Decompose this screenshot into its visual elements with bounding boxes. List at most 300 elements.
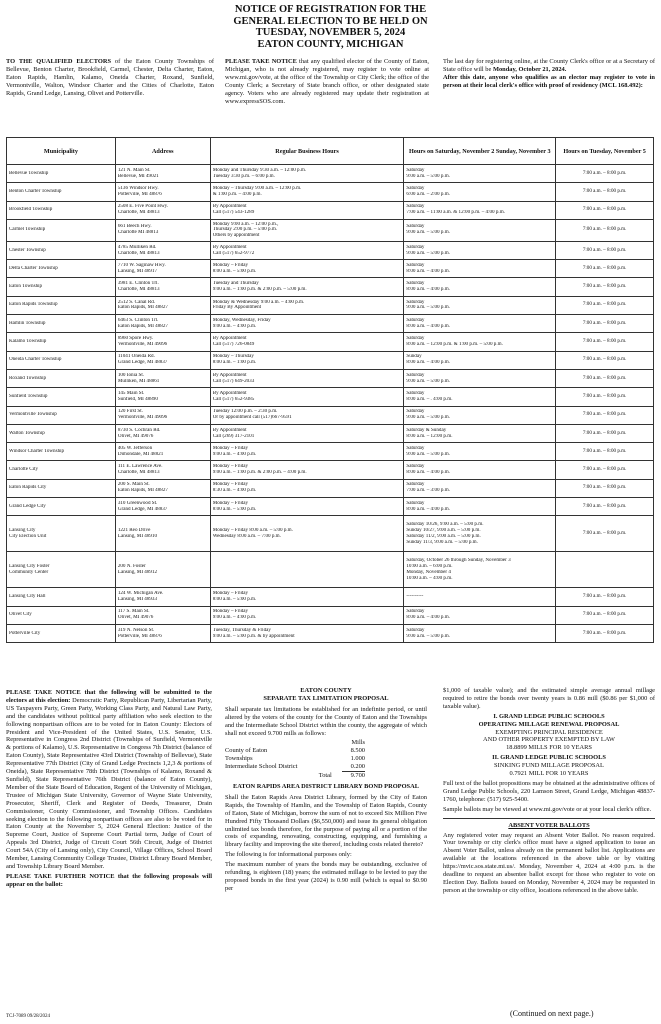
election-day-hours-cell: 7:00 a.m. – 8:00 p.m.: [556, 588, 654, 606]
business-hours-line: Monday – Thursday 9:00 a.m. – 12:00 p.m.: [212, 186, 302, 192]
tax-proposal-heading-1: EATON COUNTY: [300, 687, 352, 694]
weekend-hours-line: 8:00 a.m. – 4:00 p.m.: [406, 615, 450, 621]
table-row: [7, 498, 654, 516]
weekend-hours-cell: [404, 219, 556, 241]
municipality-line: Grand Ledge City: [9, 503, 46, 509]
business-hours-line: 8:00 a.m. – 5:00 p.m.: [212, 506, 257, 512]
address-line: 661 Beech Hwy.: [117, 224, 152, 230]
business-hours-line: By Appointment: [212, 372, 247, 378]
business-hours-line: 9:00 a.m. – 4:00 p.m.: [212, 323, 257, 329]
municipality-cell: [7, 479, 116, 497]
election-day-hours-cell: 7:00 a.m. – 8:00 p.m.: [556, 351, 654, 369]
address-line: Olivet, MI 49076: [117, 433, 154, 439]
address-line: Charlotte, MI 48813: [117, 250, 160, 256]
business-hours-cell: [210, 406, 404, 424]
election-day-hours-cell: 7:00 a.m. – 8:00 p.m.: [556, 443, 654, 461]
table-row: [7, 424, 654, 442]
business-hours-line: Tuesday, Thursday & Friday: [212, 627, 271, 633]
table-row: [7, 369, 654, 387]
header-line-4: EATON COUNTY, MICHIGAN: [257, 38, 404, 50]
business-hours-cell: [210, 351, 404, 369]
intro-in-person: After this date, anyone who qualifies as an elector may register to vote in person at their local clerk's office with proof of residency (MCL 168.492):: [443, 73, 655, 89]
weekend-hours-line: Saturday: [406, 317, 425, 323]
business-hours-line: Others by appointment: [212, 233, 260, 239]
table-row: [7, 406, 654, 424]
weekend-hours-line: 9:00 a.m. – 5:00 p.m.: [406, 250, 450, 256]
table-row: [7, 315, 654, 333]
header-line-1: NOTICE OF REGISTRATION FOR THE: [234, 4, 427, 15]
business-hours-cell: [210, 369, 404, 387]
municipality-cell: [7, 552, 116, 588]
weekend-hours-line: 8:00 a.m. – 4:00 p.m.: [406, 506, 450, 512]
absent-voter-text: Any registered voter may request an Absent Voter Ballot. No reason required. Your township or city clerk's office must have a signed application to issue an Absent Voter Ballot, unless already on the permanent ballot list. Applications are available at the locations referenced in the above table or by visiting https://mvic.sos.state.mi.us/. Monday, November 4, 2024 at 4:00 p.m. is the deadline to request an absentee ballot except for those who register to vote on Election Day. Ballots issued on Monday, November 4, 2024 may be requested in person at the township or city office, locations referenced in the above table.: [443, 831, 655, 894]
weekend-hours-line: Saturday: [406, 464, 425, 470]
business-hours-line: Monday – Friday 8:00 a.m. – 5:00 p.m.: [212, 527, 293, 533]
library-bond-text: Shall the Eaton Rapids Area District Library, formed by the City of Eaton Rapids, the Township of Hamlin, and the Township of Eaton Rapids, County of Eaton, State of Michigan, borrow the sum of not to exceed Six Million Five Hundred Fifty Thousand Dollars ($6,550,000) and issue its general obligation unlimited tax bonds therefore, for the purpose of paying all or a portion of the costs of expanding, renovating, constructing, equipping, and furnishing a library facility and improving the site thereof, including costs related thereto?: [225, 793, 427, 849]
address-line: 8730 S. Cochran Rd.: [117, 427, 161, 433]
bottom-col-3: [443, 687, 655, 897]
address-line: Lansing, MI 48933: [117, 596, 158, 602]
header-address: Address: [115, 138, 210, 165]
address-line: Bellevue, MI 49021: [117, 173, 159, 179]
address-line: 8960 Spore Hwy.: [117, 336, 154, 342]
weekend-hours-cell: [404, 183, 556, 201]
municipality-cell: [7, 296, 116, 314]
municipality-cell: [7, 183, 116, 201]
mills-row: County of Eaton 8.500: [225, 747, 365, 755]
address-line: Vermontville, MI 49096: [117, 342, 168, 348]
weekend-hours-line: ----------: [406, 594, 424, 600]
business-hours-cell: [210, 260, 404, 278]
election-day-hours-cell: 7:00 a.m. – 8:00 p.m.: [556, 479, 654, 497]
municipality-cell: [7, 498, 116, 516]
election-day-hours-cell: 7:00 a.m. – 8:00 p.m.: [556, 388, 654, 406]
address-line: 117 S. Main St.: [117, 609, 150, 615]
address-cell: [115, 443, 210, 461]
address-cell: [115, 183, 210, 201]
table-row: [7, 241, 654, 259]
election-day-hours-cell: 7:00 a.m. – 8:00 p.m.: [556, 516, 654, 552]
election-day-hours-cell: 7:00 a.m. – 8:00 p.m.: [556, 369, 654, 387]
table-row: [7, 588, 654, 606]
header-line-3: TUESDAY, NOVEMBER 5, 2024: [255, 27, 406, 38]
business-hours-line: By Appointment: [212, 244, 247, 250]
weekend-hours-line: 9:00 a.m. – 5:00 p.m.: [406, 633, 450, 639]
weekend-hours-cell: [404, 406, 556, 424]
business-hours-line: Call (517) 649-2033: [212, 378, 255, 384]
gl-operating-exempt-1: EXEMPTING PRINCIPAL RESIDENCE: [495, 728, 603, 736]
address-line: Mulliken, MI 48861: [117, 378, 160, 384]
weekend-hours-cell: [404, 461, 556, 479]
business-hours-line: Monday – Friday: [212, 482, 249, 488]
intro-electors-text: of the Eaton County Townships of Bellevue, Benton Charter, Brookfield, Carmel, Chester, Delta Charter, Eaton, Eaton Rapids, Hamlin, Kalamo, Oneida Charter, Roxand, Sunfield, Vermontville, Walton, Windsor Charter and the Cities of Charlotte, Eaton Rapids, Grand Ledge, Lansing, Olivet and Potterville.: [6, 58, 214, 97]
table-row: [7, 183, 654, 201]
weekend-hours-cell: [404, 333, 556, 351]
address-cell: [115, 406, 210, 424]
address-line: 319 N. Nelson St.: [117, 627, 155, 633]
address-cell: [115, 296, 210, 314]
weekend-hours-line: 9:00 a.m. – 5:00 p.m.: [406, 415, 450, 421]
municipality-line: Vermontville Township: [9, 412, 57, 418]
business-hours-cell: [210, 388, 404, 406]
address-cell: [115, 624, 210, 642]
weekend-hours-line: 8:00 a.m. – 12:00 p.m. & 1:00 p.m. – 5:00 p.m.: [406, 342, 503, 348]
address-cell: [115, 315, 210, 333]
municipality-cell: [7, 369, 116, 387]
weekend-hours-cell: [404, 624, 556, 642]
address-line: Charlotte, MI 48813: [117, 287, 160, 293]
weekend-hours-line: Saturday, October 26 through Sunday, November 3: [406, 558, 511, 564]
table-header-row: [7, 138, 654, 165]
municipality-line: Community Center: [9, 569, 49, 575]
intro-deadline-text: The last day for registering online, at the County Clerk's office or at a Secretary of State office will be: [443, 58, 655, 73]
municipality-cell: [7, 351, 116, 369]
address-line: Sunfield, MI 48890: [117, 396, 158, 402]
business-hours-line: Monday – Friday: [212, 464, 249, 470]
table-row: [7, 606, 654, 624]
address-line: 2508 E. Five Point Hwy.: [117, 204, 169, 210]
table-row: [7, 479, 654, 497]
business-hours-cell: [210, 552, 404, 588]
intro-col-3: [443, 58, 655, 90]
business-hours-line: Or by appointment call (517)667-9591: [212, 415, 292, 421]
table-row: [7, 516, 654, 552]
business-hours-line: & 1:00 p.m. – 4:00 p.m.: [212, 191, 262, 197]
business-hours-line: By Appointment: [212, 391, 247, 396]
municipality-cell: [7, 443, 116, 461]
business-hours-cell: [210, 424, 404, 442]
table-row: [7, 388, 654, 406]
address-cell: [115, 260, 210, 278]
weekend-hours-cell: [404, 296, 556, 314]
weekend-hours-line: Saturday 10/26, 9:00 a.m. – 5:00 p.m.: [406, 522, 484, 528]
address-cell: [115, 278, 210, 296]
intro-notice-text: that any qualified elector of the County of Eaton, Michigan, who is not already registered, may register to vote online at www.mi.gov/vote, at the office of the Township or City Clerk; the office of the County Clerk; a Secretary of State branch office, or other designated state agency. Voters who are already registered may update their registration at www.expressSOS.com.: [225, 58, 429, 105]
gl-sinking-subheading: SINKING FUND MILLAGE PROPOSAL: [494, 762, 604, 770]
gl-operating-exempt-2: AND OTHER PROPERTY EXEMPTED BY LAW: [483, 736, 615, 744]
tax-proposal-text: Shall separate tax limitations be established for an indefinite period, or until altered by the voters of the county for the County of Eaton and the Townships and the Intermediate School District within the county, the aggregate of which shall not exceed 9.700 mills as follows:: [225, 705, 427, 737]
business-hours-line: Call (517) 652-9385: [212, 396, 255, 402]
weekend-hours-line: Sunday 10/27, 9:00 a.m. – 5:00 p.m.: [406, 527, 481, 533]
mills-header: Mills: [351, 739, 365, 747]
address-cell: [115, 388, 210, 406]
header-business-hours: Regular Business Hours: [210, 138, 404, 165]
municipality-cell: [7, 165, 116, 183]
weekend-hours-cell: [404, 388, 556, 406]
address-line: 111 E. Lawrence Ave.: [117, 464, 163, 470]
address-line: Potterville, MI 48876: [117, 191, 162, 197]
address-line: 5136 Windsor Hwy.: [117, 186, 159, 192]
municipality-line: Kalamo Township: [9, 339, 47, 345]
weekend-hours-cell: [404, 588, 556, 606]
intro-col-2: [225, 58, 429, 105]
address-cell: [115, 219, 210, 241]
business-hours-cell: [210, 624, 404, 642]
election-day-hours-cell: 7:00 a.m. – 8:00 p.m.: [556, 606, 654, 624]
municipality-line: Lansing City: [9, 527, 36, 533]
mills-row: Townships 1.000: [225, 755, 365, 763]
business-hours-cell: [210, 479, 404, 497]
table-row: [7, 443, 654, 461]
election-day-hours-cell: 7:00 a.m. – 8:00 p.m.: [556, 498, 654, 516]
weekend-hours-line: Monday, November 4: [406, 569, 451, 575]
election-day-hours-cell: [556, 552, 654, 588]
business-hours-line: Friday By Appointment: [212, 305, 262, 311]
business-hours-cell: [210, 165, 404, 183]
gl-sinking-heading: II. GRAND LEDGE PUBLIC SCHOOLS: [492, 754, 606, 762]
header-line-2: GENERAL ELECTION TO BE HELD ON: [233, 15, 428, 27]
tax-proposal-heading-2: SEPARATE TAX LIMITATION PROPOSAL: [263, 694, 389, 702]
business-hours-cell: [210, 606, 404, 624]
election-day-hours-cell: 7:00 a.m. – 8:00 p.m.: [556, 296, 654, 314]
weekend-hours-line: 10:00 a.m. – 6:00 p.m.: [406, 563, 453, 569]
gl-operating-subheading: OPERATING MILLAGE RENEWAL PROPOSAL: [478, 720, 620, 728]
address-line: Vermontville, MI 49096: [117, 415, 168, 421]
weekend-hours-line: 10:00 a.m. – 4:00 p.m.: [406, 575, 453, 581]
weekend-hours-cell: [404, 443, 556, 461]
table-row: [7, 260, 654, 278]
municipality-cell: [7, 424, 116, 442]
weekend-hours-line: 9:00 a.m. – 5:00 p.m.: [406, 305, 450, 311]
address-line: Olivet, MI 49076: [117, 615, 154, 621]
gl-sinking-mills: 0.7921 MILL FOR 10 YEARS: [509, 770, 589, 778]
weekend-hours-line: Saturday: [406, 445, 425, 451]
business-hours-line: Tuesday and Thursday: [212, 281, 259, 287]
municipality-line: Olivet City: [9, 612, 32, 618]
weekend-hours-cell: [404, 606, 556, 624]
weekend-hours-line: 9:00 a.m. – 5:00 p.m.: [406, 451, 450, 457]
municipality-cell: [7, 624, 116, 642]
municipality-cell: [7, 260, 116, 278]
weekend-hours-line: 8:00 a.m. – 4:00 p.m.: [406, 268, 450, 274]
business-hours-line: Thursday 2:00 p.m. – 5:00 p.m.: [212, 227, 278, 233]
business-hours-cell: [210, 588, 404, 606]
intro-deadline-date: Monday, October 21, 2024.: [492, 65, 567, 73]
address-line: Lansing, MI 48912: [117, 569, 158, 575]
business-hours-line: 9:00 a.m. – 1:00 p.m. & 2:00 p.m. – 5:00 p.m.: [212, 287, 307, 293]
weekend-hours-line: Saturday: [406, 391, 425, 396]
table-row: [7, 278, 654, 296]
election-day-hours-cell: 7:00 a.m. – 8:00 p.m.: [556, 278, 654, 296]
municipality-line: Eaton Rapids Township: [9, 302, 58, 308]
municipality-cell: [7, 333, 116, 351]
address-cell: [115, 424, 210, 442]
address-line: 100 Ionia St.: [117, 372, 145, 378]
full-text-info: Full text of the ballot propositions may be obtained at the administrative offices of Grand Ledge Public Schools, 220 Lamson Street, Grand Ledge, Michigan 48837-1760, telephone: (517) 925-5400.: [443, 779, 655, 803]
intro-electors-bold: TO THE QUALIFIED ELECTORS: [6, 58, 112, 65]
weekend-hours-line: Saturday: [406, 372, 425, 378]
address-line: 121 N. Main St.: [117, 167, 151, 173]
address-line: 1221 Reo Drive: [117, 527, 151, 533]
weekend-hours-line: Saturday: [406, 262, 425, 268]
address-line: 2512 S. Canal Rd.: [117, 299, 156, 305]
municipality-line: Hamlin Township: [9, 320, 46, 326]
table-row: [7, 296, 654, 314]
library-bond-heading: EATON RAPIDS AREA DISTRICT LIBRARY BOND PROPOSAL: [233, 782, 419, 790]
business-hours-cell: [210, 443, 404, 461]
municipality-line: Chester Township: [9, 247, 46, 253]
business-hours-line: 9:00 a.m. – 1:00 p.m. & 2:00 p.m. – 4:00 p.m.: [212, 470, 307, 476]
business-hours-cell: [210, 241, 404, 259]
business-hours-line: 9:00 a.m. – 4:00 p.m.: [212, 451, 257, 457]
municipality-line: Oneida Charter Township: [9, 357, 62, 363]
weekend-hours-line: Saturday: [406, 244, 425, 250]
table-row: [7, 624, 654, 642]
weekend-hours-line: 9:00 a.m. – 5:00 p.m.: [406, 230, 450, 236]
municipality-line: Roxand Township: [9, 375, 47, 381]
weekend-hours-line: Saturday: [406, 299, 425, 305]
weekend-hours-line: Saturday: [406, 500, 425, 506]
business-hours-line: 8:30 a.m. – 4:00 p.m.: [212, 488, 257, 494]
address-line: Eaton Rapids, MI 48827: [117, 323, 168, 329]
weekend-hours-cell: [404, 241, 556, 259]
notice-submitted-text: Democratic Party, Republican Party, Libertarian Party, US Taxpayers Party, Green Party, Working Class Party, and Natural Law Party, and the candidates without political party affiliation who seek election to the following nonpartisan offices are to be voted for in Eaton County: Electors of President and Vice-President of the United States, U.S. Senator, U.S. Representative in Congress 2nd District (Townships of Sunfield, Vermontville & portions of Kalamo), U.S. Representative in Congress 7th District (balance of Eaton County), State Representative 43rd District (Township of Bellevue), State Representative 77th District (City of Grand Ledge Precincts 1,2,3 & portions of Oneida), State Representative 78th District (Townships of Kalamo, Roxand & Sunfield), State Representative 76th District (balance of Eaton County), Member of the State Board of Education, Regent of the University of Michigan, Trustee of Michigan State University, Governor of Wayne State University, Prosecutor, Sheriff, Clerk and Register of Deeds, Treasurer, Drain Commissioner, County Commissioner, and Township Offices. Candidates seeking election to the following nonpartisan offices are also to be voted for in Eaton County at the November 5, 2024 General Election: Justice of the Supreme Court, Justice of Supreme Court Partial term, Judge of Court of Appeals 3rd District, Judge of Circuit Court 56th Circuit, Judge of District Court 54A (City of Lansing only), City Council, Village Offices, School Board Member, Lansing Community College Trustee, District Library Board Member, and Township Library Board Member.: [6, 696, 212, 870]
business-hours-line: By Appointment: [212, 427, 247, 433]
bottom-col-1: [6, 689, 212, 891]
notice-submitted-bold: PLEASE TAKE NOTICE that the following will be submitted to the electors at this election:: [6, 689, 212, 704]
weekend-hours-line: Saturday: [406, 336, 425, 342]
absent-voter-heading: ABSENT VOTER BALLOTS: [508, 821, 590, 829]
business-hours-line: Monday – Friday: [212, 445, 249, 451]
address-line: 145 Main St.: [117, 391, 145, 396]
election-day-hours-cell: 7:00 a.m. – 8:00 p.m.: [556, 241, 654, 259]
address-cell: [115, 241, 210, 259]
address-cell: [115, 479, 210, 497]
weekend-hours-line: 9:00 a.m. – 5:00 p.m.: [406, 378, 450, 384]
address-line: 7710 W. Saginaw Hwy.: [117, 262, 166, 268]
weekend-hours-cell: [404, 278, 556, 296]
business-hours-line: Monday & Wednesday 9:00 a.m. – 4:00 p.m.: [212, 299, 305, 305]
mills-row: Intermediate School District 0.200: [225, 763, 365, 771]
business-hours-cell: [210, 461, 404, 479]
weekend-hours-cell: [404, 165, 556, 183]
municipality-cell: [7, 588, 116, 606]
address-line: 3981 E. Clinton Trl.: [117, 281, 159, 287]
municipality-table: [6, 137, 654, 643]
municipality-line: Brookfield Township: [9, 207, 53, 213]
weekend-hours-cell: [404, 369, 556, 387]
address-line: 6463 S. Clinton Trl.: [117, 317, 159, 323]
notice-further: PLEASE TAKE FURTHER NOTICE that the following proposals will appear on the ballot:: [6, 872, 212, 888]
election-day-hours-cell: 7:00 a.m. – 8:00 p.m.: [556, 165, 654, 183]
business-hours-line: Call (269) 317-2101: [212, 433, 255, 439]
election-day-hours-cell: 7:00 a.m. – 8:00 p.m.: [556, 260, 654, 278]
business-hours-cell: [210, 183, 404, 201]
business-hours-line: Tuesday 12:00 p.m. – 2:30 p.m.: [212, 409, 278, 415]
municipality-line: Walton Township: [9, 430, 45, 436]
business-hours-line: 8:00 a.m. – 1:00 p.m.: [212, 360, 257, 366]
gl-operating-heading: I. GRAND LEDGE PUBLIC SCHOOLS: [493, 712, 605, 720]
address-line: Charlotte, MI 48813: [117, 210, 160, 216]
address-cell: [115, 165, 210, 183]
election-day-hours-cell: 7:00 a.m. – 8:00 p.m.: [556, 461, 654, 479]
municipality-line: Bellevue Township: [9, 170, 49, 176]
address-cell: [115, 606, 210, 624]
address-line: 11041 Oneida Rd.: [117, 354, 155, 360]
business-hours-line: By Appointment: [212, 204, 247, 210]
weekend-hours-line: 8:00 a.m. – 12:00 p.m.: [406, 433, 453, 439]
table-row: [7, 552, 654, 588]
business-hours-cell: [210, 498, 404, 516]
weekend-hours-line: Saturday: [406, 281, 425, 287]
election-day-hours-cell: 7:00 a.m. – 8:00 p.m.: [556, 201, 654, 219]
business-hours-line: 8:00 a.m. – 5:00 p.m.: [212, 596, 257, 602]
business-hours-line: Tuesday 3:30 p.m. – 6:00 p.m.: [212, 173, 275, 179]
business-hours-line: 9:00 a.m. – 5:00 p.m. & by appointment: [212, 633, 295, 639]
weekend-hours-line: Saturday: [406, 609, 425, 615]
gl-operating-mills: 18.8899 MILLS FOR 10 YEARS: [506, 744, 592, 752]
table-row: [7, 165, 654, 183]
intro-notice-bold: PLEASE TAKE NOTICE: [225, 58, 297, 65]
address-cell: [115, 333, 210, 351]
municipality-line: Sunfield Township: [9, 393, 48, 399]
municipality-line: Delta Charter Township: [9, 265, 58, 271]
business-hours-line: Monday – Friday: [212, 591, 249, 597]
business-hours-line: Monday and Thursday 9:30 a.m. – 12:00 p.m.: [212, 167, 307, 173]
address-cell: [115, 516, 210, 552]
header-election-day-hours: Hours on Tuesday, November 5: [556, 138, 654, 165]
address-cell: [115, 201, 210, 219]
weekend-hours-cell: [404, 498, 556, 516]
address-cell: [115, 461, 210, 479]
weekend-hours-line: 8:00 a.m. – 4:00 p.m.: [406, 360, 450, 366]
weekend-hours-line: 8:00 a.m. – 4:00 p.m.: [406, 287, 450, 293]
election-day-hours-cell: 7:00 a.m. – 8:00 p.m.: [556, 406, 654, 424]
mills-total-row: Total 9.700: [318, 771, 365, 780]
address-line: Lansing, MI 48910: [117, 533, 158, 539]
business-hours-cell: [210, 516, 404, 552]
business-hours-cell: [210, 296, 404, 314]
weekend-hours-cell: [404, 424, 556, 442]
weekend-hours-line: 7:00 a.m. – 3:00 p.m.: [406, 488, 450, 494]
address-line: Charlotte MI 48813: [117, 230, 159, 236]
municipality-cell: [7, 388, 116, 406]
weekend-hours-cell: [404, 516, 556, 552]
weekend-hours-line: Saturday: [406, 482, 425, 488]
header-weekend-hours: Hours on Saturday, November 2 Sunday, November 3: [404, 138, 556, 165]
business-hours-line: Monday – Friday: [212, 500, 249, 506]
bottom-col-2: [225, 687, 427, 895]
business-hours-line: Wednesday 8:00 a.m. – 7:00 p.m.: [212, 533, 281, 539]
table-row: [7, 461, 654, 479]
weekend-hours-line: Saturday: [406, 204, 425, 210]
business-hours-line: Call (517) 543-1289: [212, 210, 255, 216]
address-line: Grand Ledge, MI 48837: [117, 360, 168, 366]
informational-note: The following is for informational purposes only:: [225, 851, 352, 859]
weekend-hours-cell: [404, 260, 556, 278]
absent-voter-section: [443, 818, 655, 895]
election-day-hours-cell: 7:00 a.m. – 8:00 p.m.: [556, 624, 654, 642]
mills-table: [225, 739, 365, 780]
business-hours-line: Monday – Thursday: [212, 354, 254, 360]
table-row: [7, 201, 654, 219]
municipality-cell: [7, 461, 116, 479]
weekend-hours-cell: [404, 315, 556, 333]
intro-col-1: [6, 58, 214, 98]
election-day-hours-cell: 7:00 a.m. – 8:00 p.m.: [556, 219, 654, 241]
municipality-cell: [7, 606, 116, 624]
municipality-cell: [7, 201, 116, 219]
address-cell: [115, 351, 210, 369]
municipality-line: Eaton Rapids City: [9, 485, 47, 491]
weekend-hours-line: 8:00 a.m. – 4:00 p.m.: [406, 323, 450, 329]
continued-note: (Continued on next page.): [510, 1009, 594, 1018]
municipality-line: Potterville City: [9, 630, 41, 636]
business-hours-line: 9:00 a.m. – 4:00 p.m.: [212, 615, 257, 621]
address-line: Grand Ledge, MI 48837: [117, 506, 168, 512]
address-cell: [115, 588, 210, 606]
address-line: 405 W. Jefferson: [117, 445, 153, 451]
